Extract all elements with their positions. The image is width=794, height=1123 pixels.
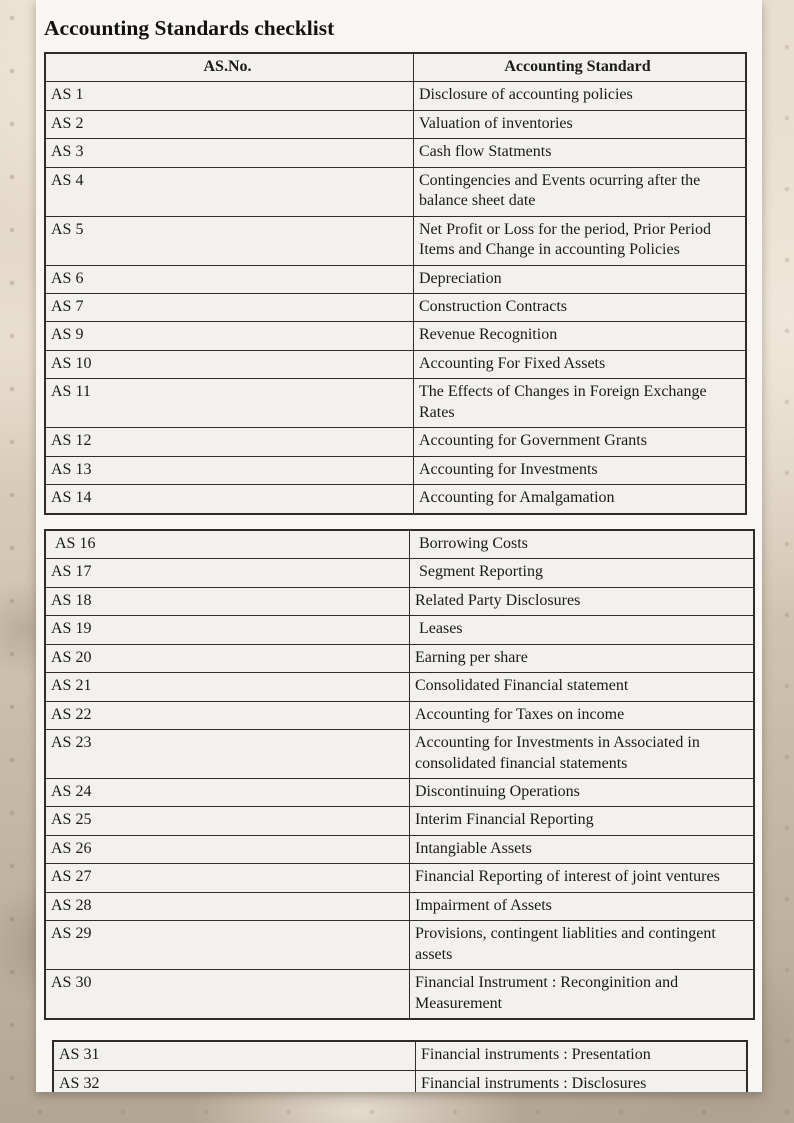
table-row (45, 730, 754, 779)
table-row (45, 892, 754, 920)
as-number-cell: AS 16 (45, 530, 410, 559)
as-number-cell: AS 7 (45, 294, 414, 322)
as-number-cell: AS 14 (45, 485, 414, 514)
table-row (45, 921, 754, 970)
standard-title-cell: Cash flow Statments (414, 139, 747, 167)
as-number-cell: AS 10 (45, 350, 414, 378)
as-number-cell: AS 13 (45, 456, 414, 484)
table-row (45, 216, 746, 265)
accounting-standards-table-as31-as32 (52, 1040, 748, 1092)
table-row (45, 265, 746, 293)
table-row (45, 322, 746, 350)
standard-title-cell: Borrowing Costs (410, 530, 755, 559)
table-row (45, 350, 746, 378)
as-number-cell: AS 5 (45, 216, 414, 265)
standard-title-cell: Accounting for Amalgamation (414, 485, 747, 514)
standard-title-cell: Provisions, contingent liablities and contingent assets (410, 921, 755, 970)
table-row (45, 530, 754, 559)
table-row (45, 485, 746, 514)
table-row (45, 167, 746, 216)
as-number-cell: AS 6 (45, 265, 414, 293)
table-row (45, 428, 746, 456)
as-number-cell: AS 22 (45, 701, 410, 729)
standard-title-cell: Net Profit or Loss for the period, Prior Period Items and Change in accounting Policies (414, 216, 747, 265)
as-number-cell: AS 11 (45, 379, 414, 428)
as-number-cell: AS 28 (45, 892, 410, 920)
as-number-cell: AS 19 (45, 616, 410, 644)
table-row (53, 1041, 747, 1070)
table-row (45, 970, 754, 1019)
table-row (45, 82, 746, 110)
standard-title-cell: Financial Reporting of interest of joint ventures (410, 864, 755, 892)
table-row (45, 456, 746, 484)
table-row (45, 701, 754, 729)
as-number-cell: AS 12 (45, 428, 414, 456)
as-number-cell: AS 31 (53, 1041, 416, 1070)
accounting-standards-table-as1-as14 (44, 52, 747, 515)
as-number-cell: AS 17 (45, 559, 410, 587)
as-number-cell: AS 26 (45, 835, 410, 863)
table-row (45, 864, 754, 892)
column-header-accounting-standard: Accounting Standard (414, 53, 747, 82)
as-number-cell: AS 3 (45, 139, 414, 167)
standard-title-cell: Related Party Disclosures (410, 587, 755, 615)
standard-title-cell: The Effects of Changes in Foreign Exchange Rates (414, 379, 747, 428)
standard-title-cell: Intangiable Assets (410, 835, 755, 863)
standard-title-cell: Accounting for Government Grants (414, 428, 747, 456)
as-number-cell: AS 25 (45, 807, 410, 835)
table-row (45, 587, 754, 615)
standard-title-cell: Financial instruments : Presentation (416, 1041, 748, 1070)
table-header-row (45, 53, 746, 82)
table-row (45, 835, 754, 863)
table-row (45, 294, 746, 322)
table-row (45, 673, 754, 701)
table-row (45, 644, 754, 672)
standard-title-cell: Financial Instrument : Reconginition and Measurement (410, 970, 755, 1019)
standard-title-cell: Construction Contracts (414, 294, 747, 322)
table-row (45, 110, 746, 138)
document-page (36, 0, 762, 1092)
page-title: Accounting Standards checklist (44, 16, 335, 40)
standard-title-cell: Accounting for Taxes on income (410, 701, 755, 729)
standard-title-cell: Valuation of inventories (414, 110, 747, 138)
as-number-cell: AS 20 (45, 644, 410, 672)
standard-title-cell: Interim Financial Reporting (410, 807, 755, 835)
standard-title-cell: Discontinuing Operations (410, 778, 755, 806)
standard-title-cell: Consolidated Financial statement (410, 673, 755, 701)
as-number-cell: AS 9 (45, 322, 414, 350)
standard-title-cell: Contingencies and Events ocurring after the balance sheet date (414, 167, 747, 216)
standard-title-cell: Depreciation (414, 265, 747, 293)
standard-title-cell: Accounting For Fixed Assets (414, 350, 747, 378)
standard-title-cell: Earning per share (410, 644, 755, 672)
standard-title-cell: Segment Reporting (410, 559, 755, 587)
table-row (45, 559, 754, 587)
table-row (45, 616, 754, 644)
as-number-cell: AS 1 (45, 82, 414, 110)
as-number-cell: AS 29 (45, 921, 410, 970)
table-row (45, 807, 754, 835)
table-row (45, 379, 746, 428)
table-row (53, 1070, 747, 1092)
as-number-cell: AS 2 (45, 110, 414, 138)
standard-title-cell: Impairment of Assets (410, 892, 755, 920)
accounting-standards-table-as16-as30 (44, 529, 755, 1020)
as-number-cell: AS 4 (45, 167, 414, 216)
standard-title-cell: Revenue Recognition (414, 322, 747, 350)
standard-title-cell: Accounting for Investments (414, 456, 747, 484)
column-header-as-no: AS.No. (45, 53, 414, 82)
as-number-cell: AS 30 (45, 970, 410, 1019)
standard-title-cell: Leases (410, 616, 755, 644)
standard-title-cell: Accounting for Investments in Associated in consolidated financial statements (410, 730, 755, 779)
as-number-cell: AS 27 (45, 864, 410, 892)
as-number-cell: AS 24 (45, 778, 410, 806)
standard-title-cell: Disclosure of accounting policies (414, 82, 747, 110)
as-number-cell: AS 32 (53, 1070, 416, 1092)
table-row (45, 139, 746, 167)
as-number-cell: AS 23 (45, 730, 410, 779)
as-number-cell: AS 21 (45, 673, 410, 701)
table-row (45, 778, 754, 806)
as-number-cell: AS 18 (45, 587, 410, 615)
standard-title-cell: Financial instruments : Disclosures (416, 1070, 748, 1092)
